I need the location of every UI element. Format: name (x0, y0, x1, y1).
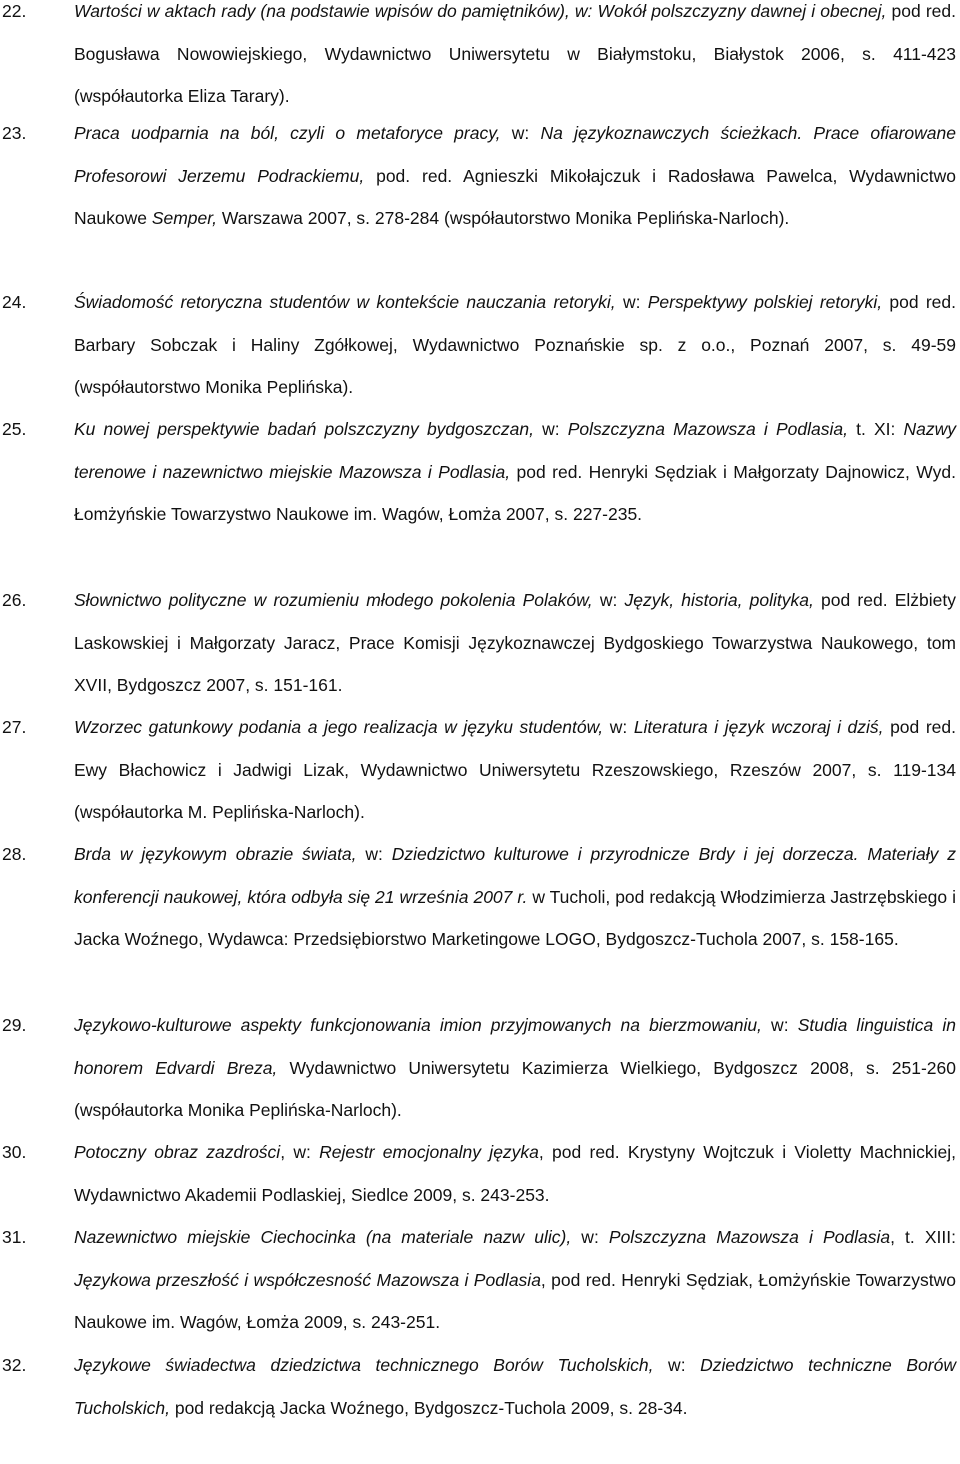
entry-title-segment: Wartości w aktach rady (na podstawie wpisów do pamiętników), w: Wokół polszczyzny dawnej i obecnej, (74, 1, 887, 21)
entry-text-segment: pod redakcją Jacka Woźnego, Bydgoszcz-Tuchola 2009, s. 28-34. (169, 1397, 688, 1418)
entry-title-segment: Językowo-kulturowe aspekty funkcjonowania imion przyjmowanych na bierzmowaniu, (74, 1015, 762, 1035)
entry-text-segment: w: (533, 419, 568, 439)
entry-title-segment: Językowa przeszłość i współczesność Mazowsza i Podlasia (74, 1269, 541, 1290)
entry-text-segment: t. XI: (847, 419, 904, 439)
entry-text-segment: w: (500, 123, 541, 143)
entry-title-segment: Język, historia, polityka, (624, 590, 814, 610)
entry-text-segment: w: (592, 590, 625, 610)
entry-text (74, 1216, 956, 1344)
entry-title-segment: Praca uodparnia na ból, czyli o metaforyce pracy, (74, 123, 501, 143)
entry-text-segment: , t. XIII: (890, 1227, 956, 1247)
entry-title-segment: Polszczyzna Mazowsza i Podlasia (608, 1227, 891, 1247)
entry-text (74, 1344, 956, 1429)
entry-text-segment: , pod red. Henryki Sędziak, Łomżyńskie Towarzystwo Naukowe im. Wagów, Łomża 2009, s. 243-251. (74, 1269, 956, 1333)
entry-number: 32. (2, 1355, 27, 1375)
entry-text-segment: w: (615, 292, 648, 312)
entry-title-segment: Nazwy terenowe i nazewnictwo miejskie Mazowsza i Podlasia, (74, 419, 956, 482)
entry-title-segment: Świadomość retoryczna studentów w kontekście nauczania retoryki, (74, 292, 616, 312)
entry-title-segment: Dziedzictwo techniczne Borów Tucholskich, (74, 1355, 956, 1418)
entry-title-segment: Dziedzictwo kulturowe i przyrodnicze Brdy i jej dorzecza. Materiały z konferencji naukowej, która odbyła się 21 września 2007 r. (74, 844, 956, 907)
entry-title-segment: Na językoznawczych ścieżkach. Prace ofiarowane Profesorowi Jerzemu Podrackiemu, (74, 123, 956, 186)
entry-number: 25. (2, 419, 27, 439)
entry-title-segment: Rejestr emocjonalny języka (319, 1142, 539, 1162)
entry-title-segment: Studia linguistica in honorem Edvardi Breza, (74, 1015, 957, 1078)
entry-text-segment: w Tucholi, pod redakcją Włodzimierza Jastrzębskiego i Jacka Woźnego, Wydawca: Przedsiębiorstwo Marketingowe LOGO, Bydgoszcz-Tuchola 2007, s. 158-165. (74, 886, 956, 950)
entry-text-segment: pod. red. Agnieszki Mikołajczuk i Radosława Pawelca, Wydawnictwo Naukowe (74, 165, 956, 229)
entry-title-segment: Polszczyzna Mazowsza i Podlasia, (567, 419, 848, 439)
entry-number: 29. (2, 1015, 27, 1035)
entry-number: 24. (2, 292, 27, 312)
entry-text-segment: w: (356, 844, 392, 864)
entry-text-segment: pod red. Ewy Błachowicz i Jadwigi Lizak, Wydawnictwo Uniwersytetu Rzeszowskiego, Rzeszów 2007, s. 119-134 (współautorka M. Peplińska-Narloch). (74, 717, 956, 823)
entry-text-segment: w: (571, 1227, 609, 1247)
entry-text (74, 833, 956, 961)
entry-text-segment: w: (761, 1015, 798, 1035)
entry-title-segment: Słownictwo polityczne w rozumieniu młodego pokolenia Polaków, (74, 590, 593, 610)
entry-title-segment: Perspektywy polskiej retoryki, (647, 292, 883, 312)
entry-text-segment: w: (603, 717, 634, 737)
entry-title-segment: Semper, (151, 208, 218, 229)
entry-number: 27. (2, 717, 27, 737)
entry-text-segment: pod red. Bogusława Nowowiejskiego, Wydawnictwo Uniwersytetu w Białymstoku, Białystok 2006, s. 411-423 (współautorka Eliza Tarary). (74, 1, 956, 107)
entry-text-segment: pod red. Barbary Sobczak i Haliny Zgółkowej, Wydawnictwo Poznańskie sp. z o.o., Poznań 2007, s. 49-59 (współautorstwo Monika Peplińska). (74, 292, 956, 398)
entry-text (74, 706, 956, 834)
entry-text (74, 112, 956, 240)
entry-text (74, 579, 956, 707)
entry-title-segment: Językowe świadectwa dziedzictwa technicznego Borów Tucholskich, (74, 1355, 654, 1375)
entry-number: 23. (2, 123, 27, 143)
entry-number: 26. (2, 590, 27, 610)
entry-title-segment: Literatura i język wczoraj i dziś, (633, 717, 884, 737)
entry-text-segment: Warszawa 2007, s. 278-284 (współautorstwo Monika Peplińska-Narloch). (217, 208, 790, 229)
entry-text-segment: Wydawnictwo Uniwersytetu Kazimierza Wielkiego, Bydgoszcz 2008, s. 251-260 (współautorka Monika Peplińska-Narloch). (74, 1057, 956, 1121)
entry-text (74, 0, 956, 118)
entry-number: 30. (2, 1142, 27, 1162)
entry-number: 28. (2, 844, 27, 864)
entry-text (74, 1004, 956, 1132)
entry-title-segment: Nazewnictwo miejskie Ciechocinka (na materiale nazw ulic), (74, 1227, 572, 1247)
entry-number: 31. (2, 1227, 27, 1247)
entry-text-segment: w: (653, 1355, 701, 1375)
entry-text-segment: pod red. Elżbiety Laskowskiej i Małgorzaty Jaracz, Prace Komisji Językoznawczej Bydgoskiego Towarzystwa Naukowego, tom XVII, Bydgoszcz 2007, s. 151-161. (74, 590, 957, 696)
entry-text-segment: , pod red. Krystyny Wojtczuk i Violetty Machnickiej, Wydawnictwo Akademii Podlaskiej, Siedlce 2009, s. 243-253. (74, 1142, 956, 1205)
entry-text-segment: pod red. Henryki Sędziak i Małgorzaty Dajnowicz, Wyd. Łomżyńskie Towarzystwo Naukowe im. Wagów, Łomża 2007, s. 227-235. (74, 461, 956, 525)
entry-title-segment: Ku nowej perspektywie badań polszczyzny bydgoszczan, (74, 419, 534, 439)
entry-title-segment: Potoczny obraz zazdrości (74, 1142, 281, 1162)
entry-text (74, 1131, 956, 1216)
entry-text (74, 408, 956, 536)
entry-title-segment: Wzorzec gatunkowy podania a jego realizacja w języku studentów, (74, 717, 604, 737)
entry-number: 22. (2, 1, 27, 21)
entry-title-segment: Brda w językowym obrazie świata, (74, 844, 357, 864)
entry-text-segment: , w: (280, 1142, 320, 1162)
entry-text (74, 281, 956, 409)
